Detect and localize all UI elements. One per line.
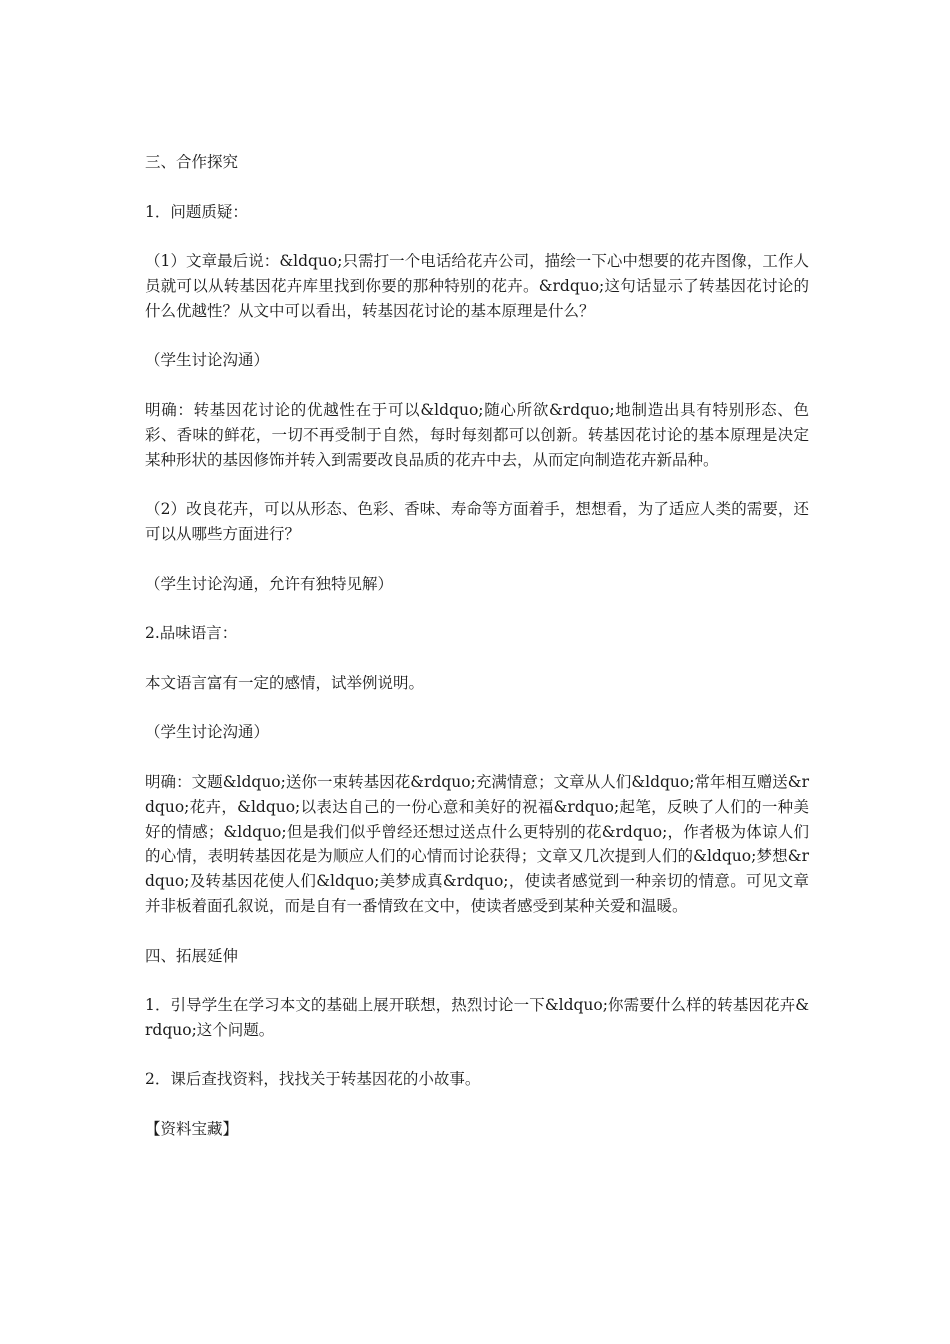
paragraph-student-discussion-2: （学生讨论沟通，允许有独特见解） bbox=[145, 574, 394, 593]
paragraph-student-discussion-3: （学生讨论沟通） bbox=[145, 723, 270, 742]
section-heading-cooperative-inquiry: 三、合作探究 bbox=[145, 153, 239, 171]
section-heading-extension: 四、拓展延伸 bbox=[145, 946, 239, 965]
subheading-question-doubt: 1．问题质疑： bbox=[145, 202, 248, 221]
paragraph-question-2: （2）改良花卉，可以从形态、色彩、香味、寿命等方面着手，想想看，为了适应人类的需要，还可以从哪些方面进行？ bbox=[145, 500, 809, 543]
paragraph-language-prompt: 本文语言富有一定的感情，试举例说明。 bbox=[145, 673, 425, 692]
paragraph-answer-1: 明确：转基因花讨论的优越性在于可以&ldquo;随心所欲&rdquo;地制造出具有特别形态、色彩、香味的鲜花，一切不再受制于自然，每时每刻都可以创新。转基因花讨论的基本原理是决定某种形状的基因修饰并转入到需要改良品质的花卉中去，从而定向制造花卉新品种。 bbox=[145, 400, 809, 469]
paragraph-extension-2: 2．课后查找资料，找找关于转基因花的小故事。 bbox=[145, 1070, 481, 1089]
paragraph-question-1: （1）文章最后说：&ldquo;只需打一个电话给花卉公司，描绘一下心中想要的花卉图像，工作人员就可以从转基因花卉库里找到你要的那种特别的花卉。&rdquo;这句话显示了转基因花讨论的什么优越性？从文中可以看出，转基因花讨论的基本原理是什么？ bbox=[145, 252, 809, 320]
paragraph-student-discussion-1: （学生讨论沟通） bbox=[145, 351, 270, 370]
paragraph-answer-2: 明确：文题&ldquo;送你一束转基因花&rdquo;充满情意；文章从人们&ldquo;常年相互赠送&rdquo;花卉，&ldquo;以表达自己的一份心意和美好的祝福&rdquo;起笔，反映了人们的一种美好的情感；&ldquo;但是我们似乎曾经还想过送点什么更特别的花&rdquo;，作者极为体谅人们的心情，表明转基因花是为顺应人们的心情而讨论获得；文章又几次提到人们的&ldquo;梦想&rdquo;及转基因花使人们&ldquo;美梦成真&rdquo;，使读者感觉到一种亲切的情意。可见文章并非板着面孔叙说，而是自有一番情致在文中，使读者感受到某种关爱和温暖。 bbox=[145, 772, 809, 915]
section-heading-resources: 【资料宝藏】 bbox=[145, 1120, 239, 1139]
document-body bbox=[145, 150, 809, 1167]
subheading-language-appreciation: 2.品味语言： bbox=[145, 624, 238, 643]
paragraph-extension-1: 1．引导学生在学习本文的基础上展开联想，热烈讨论一下&ldquo;你需要什么样的转基因花卉&rdquo;这个问题。 bbox=[145, 996, 809, 1039]
